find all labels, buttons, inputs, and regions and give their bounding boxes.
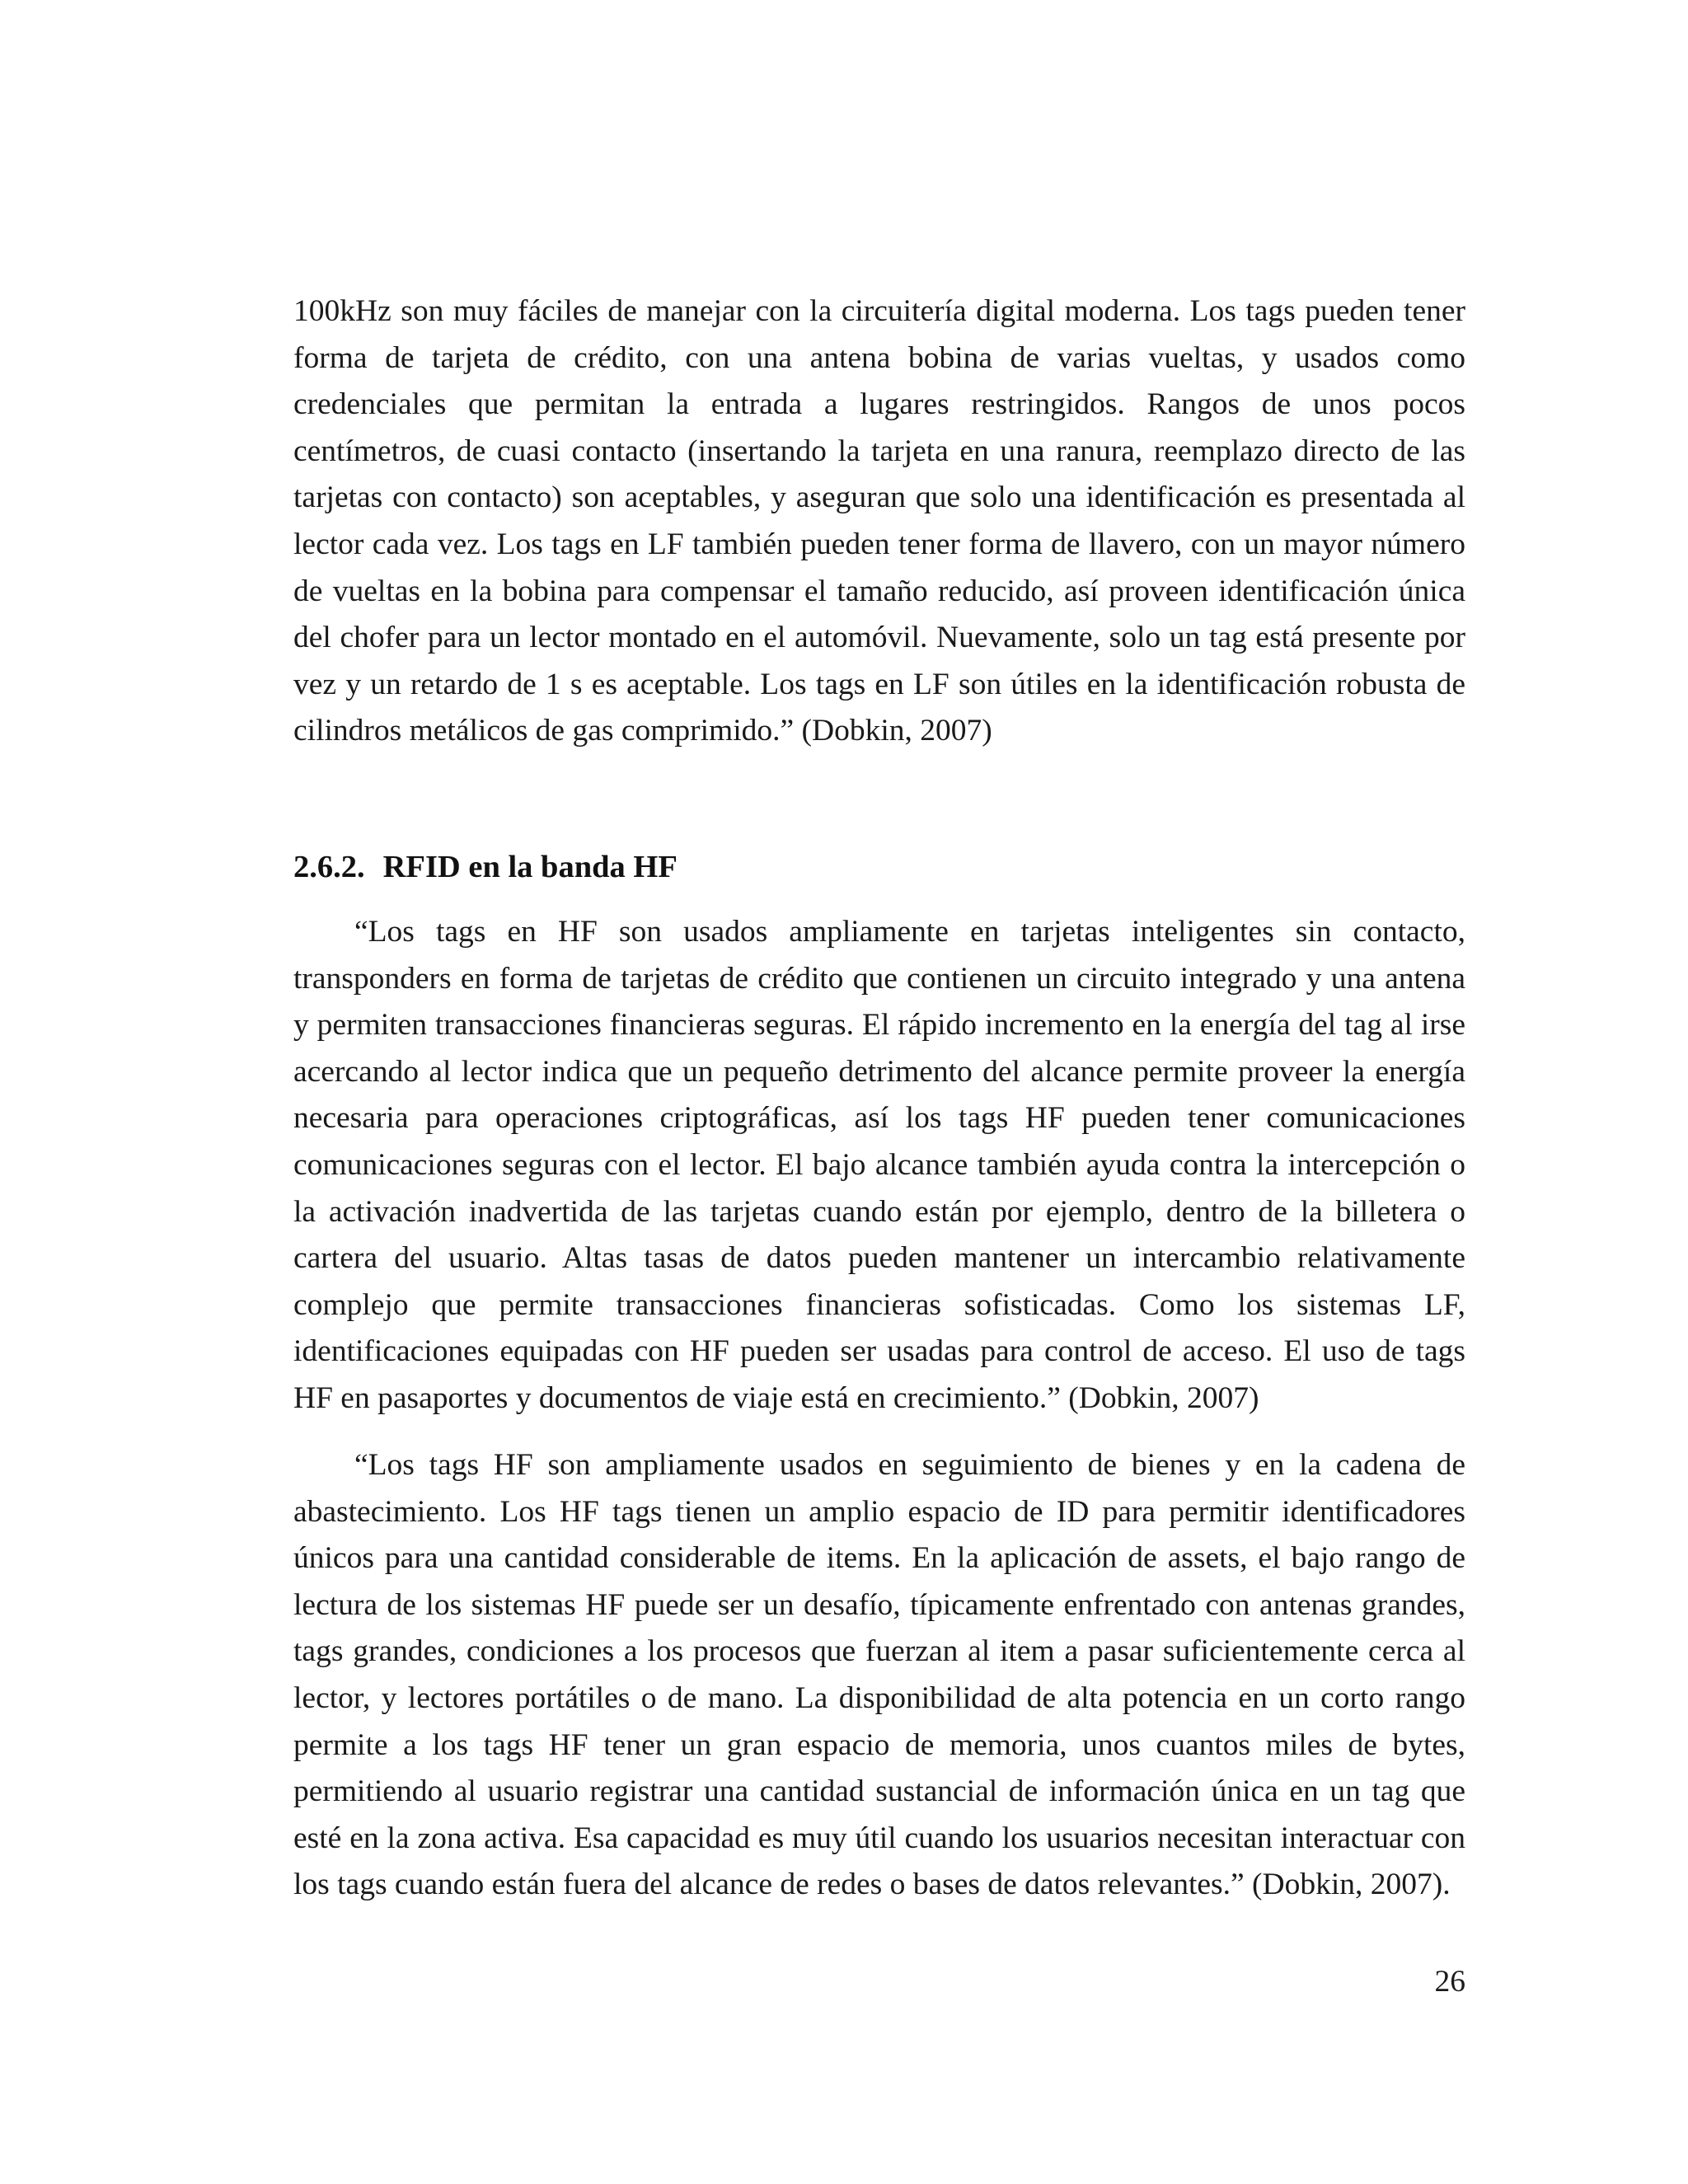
page-number: 26	[1434, 1965, 1465, 1999]
paragraph-hf-smart-cards: “Los tags en HF son usados ampliamente en tarjetas inteligentes sin contacto, transponders en forma de tarjetas de crédito que contienen un circuito integrado y una antena y permiten transacciones financieras seguras. El rápido incremento en la energía del tag al irse acercando al lector indica que un pequeño detrimento del alcance permite proveer la energía necesaria para operaciones criptográficas, así los tags HF pueden tener comunicaciones comunicaciones seguras con el lector. El bajo alcance también ayuda contra la intercepción o la activación inadvertida de las tarjetas cuando están por ejemplo, dentro de la billetera o cartera del usuario. Altas tasas de datos pueden mantener un intercambio relativamente complejo que permite transacciones financieras sofisticadas. Como los sistemas LF, identificaciones equipadas con HF pueden ser usadas para control de acceso. El uso de tags HF en pasaportes y documentos de viaje está en crecimiento.” (Dobkin, 2007)	[293, 915, 1465, 1415]
paragraph-hf-asset-tracking: “Los tags HF son ampliamente usados en seguimiento de bienes y en la cadena de abastecimiento. Los HF tags tienen un amplio espacio de ID para permitir identificadores únicos para una cantidad considerable de items. En la aplicación de assets, el bajo rango de lectura de los sistemas HF puede ser un desafío, típicamente enfrentado con antenas grandes, tags grandes, condiciones a los procesos que fuerzan al item a pasar suficientemente cerca al lector, y lectores portátiles o de mano. La disponibilidad de alta potencia en un corto rango permite a los tags HF tener un gran espacio de memoria, unos cuantos miles de bytes, permitiendo al usuario registrar una cantidad sustancial de información única en un tag que esté en la zona activa. Esa capacidad es muy útil cuando los usuarios necesitan interactuar con los tags cuando están fuera del alcance de redes o bases de datos relevantes.” (Dobkin, 2007).	[293, 1448, 1465, 1902]
section-title: RFID en la banda HF	[382, 850, 678, 884]
paragraph-intro: 100kHz son muy fáciles de manejar con la circuitería digital moderna. Los tags pueden tener forma de tarjeta de crédito, con una antena bobina de varias vueltas, y usados como credenciales que permitan la entrada a lugares restringidos. Rangos de unos pocos centímetros, de cuasi contacto (insertando la tarjeta en una ranura, reemplazo directo de las tarjetas con contacto) son aceptables, y aseguran que solo una identificación es presentada al lector cada vez. Los tags en LF también pueden tener forma de llavero, con un mayor número de vueltas en la bobina para compensar el tamaño reducido, así proveen identificación única del chofer para un lector montado en el automóvil. Nuevamente, solo un tag está presente por vez y un retardo de 1 s es aceptable. Los tags en LF son útiles en la identificación robusta de cilindros metálicos de gas comprimido.” (Dobkin, 2007)	[293, 294, 1465, 748]
section-number: 2.6.2.	[293, 850, 365, 884]
section-heading	[293, 849, 678, 885]
